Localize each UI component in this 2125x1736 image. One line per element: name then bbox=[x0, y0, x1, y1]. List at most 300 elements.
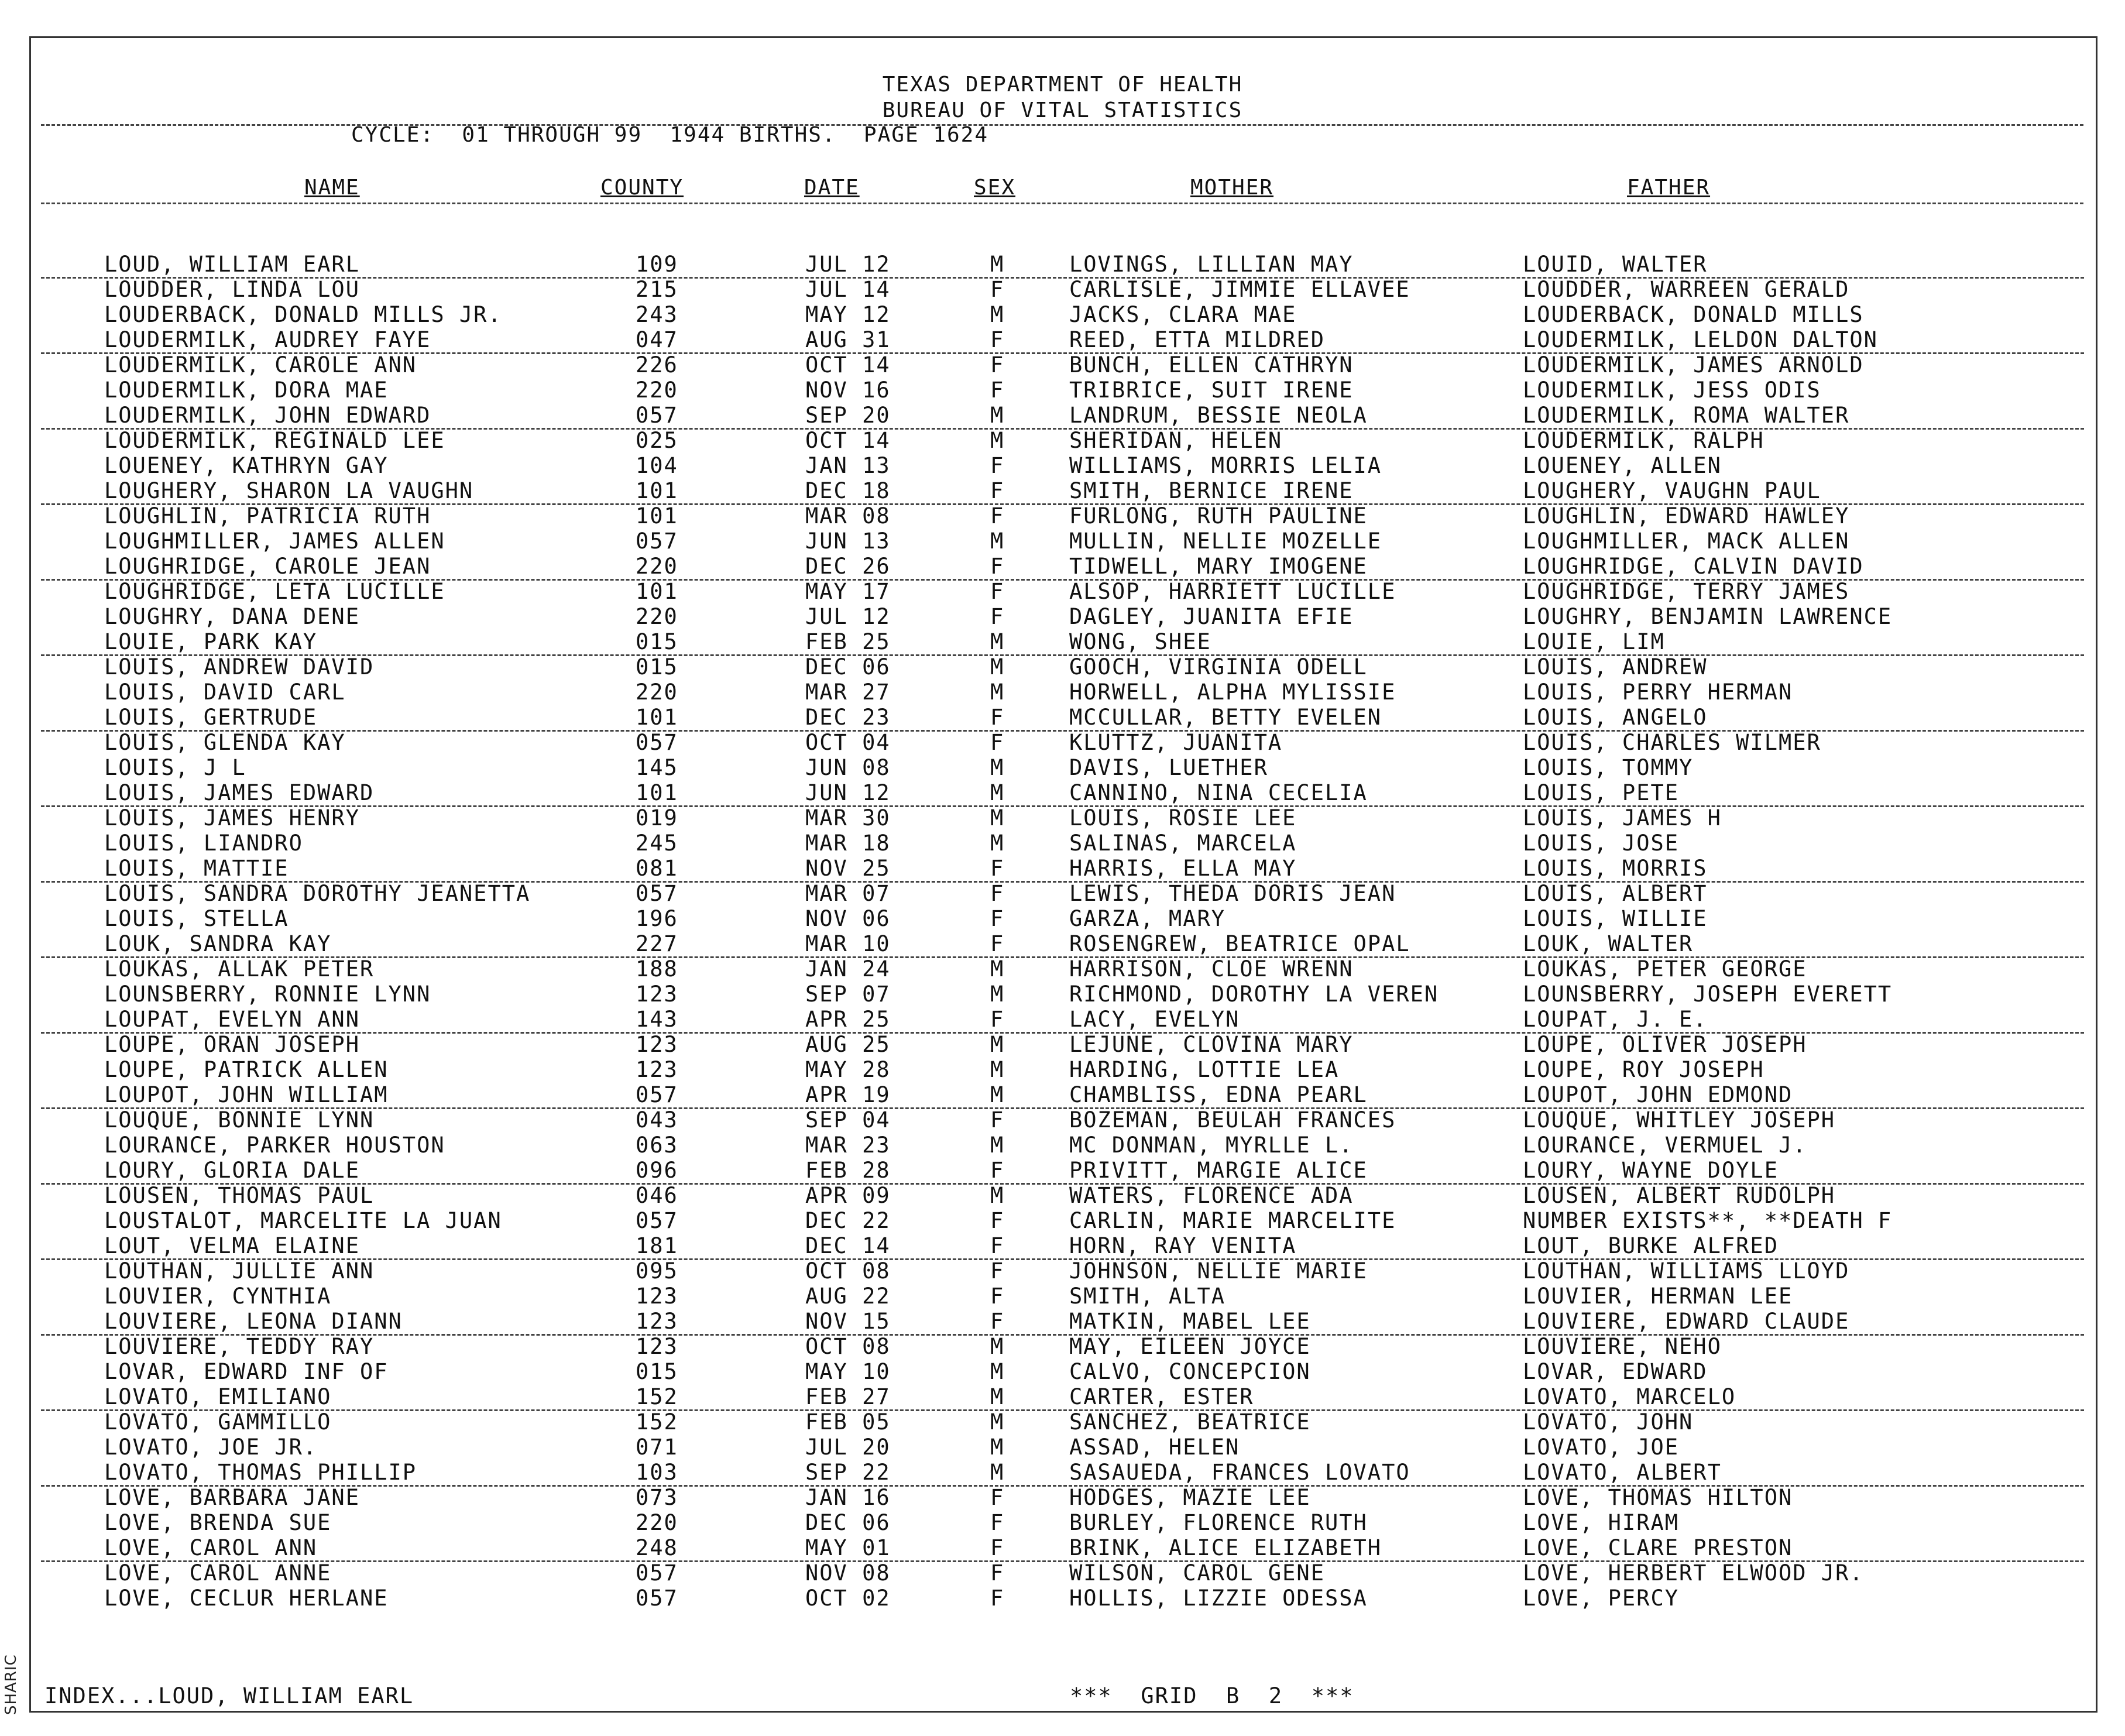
footer-index: INDEX...LOUD, WILLIAM EARL bbox=[44, 1683, 414, 1708]
record-sex: M bbox=[990, 831, 1005, 856]
record-sex: F bbox=[990, 881, 1005, 906]
record-father: LOUID, WALTER bbox=[1523, 252, 1708, 277]
record-county: 196 bbox=[636, 906, 678, 931]
record-row bbox=[0, 352, 2125, 378]
record-sex: M bbox=[990, 302, 1005, 327]
record-sex: M bbox=[990, 805, 1005, 831]
record-date: DEC 26 bbox=[805, 554, 891, 579]
record-name: LOUGHRIDGE, CAROLE JEAN bbox=[104, 554, 431, 579]
record-sex: M bbox=[990, 780, 1005, 805]
record-father: LOUIS, PERRY HERMAN bbox=[1523, 680, 1793, 705]
column-header-county: COUNTY bbox=[600, 176, 684, 200]
record-date: JUL 14 bbox=[805, 277, 891, 302]
record-sex: F bbox=[990, 554, 1005, 579]
record-row bbox=[0, 1359, 2125, 1384]
record-sex: F bbox=[990, 1107, 1005, 1133]
record-father: LOUQUE, WHITLEY JOSEPH bbox=[1523, 1107, 1836, 1133]
record-father: LOUGHLIN, EDWARD HAWLEY bbox=[1523, 503, 1850, 529]
record-name: LOUPE, PATRICK ALLEN bbox=[104, 1057, 389, 1082]
record-county: 015 bbox=[636, 1359, 678, 1384]
record-mother: WILLIAMS, MORRIS LELIA bbox=[1069, 453, 1382, 478]
record-mother: DAVIS, LUETHER bbox=[1069, 755, 1268, 780]
record-county: 081 bbox=[636, 856, 678, 881]
record-father: LOUNSBERRY, JOSEPH EVERETT bbox=[1523, 982, 1893, 1007]
record-sex: F bbox=[990, 503, 1005, 529]
record-county: 103 bbox=[636, 1460, 678, 1485]
record-sex: M bbox=[990, 982, 1005, 1007]
record-name: LOUIS, ANDREW DAVID bbox=[104, 654, 375, 680]
record-county: 227 bbox=[636, 931, 678, 956]
record-name: LOUVIERE, TEDDY RAY bbox=[104, 1334, 375, 1359]
record-date: MAY 01 bbox=[805, 1535, 891, 1560]
record-county: 145 bbox=[636, 755, 678, 780]
column-header-sex: SEX bbox=[974, 176, 1016, 200]
record-mother: HARRISON, CLOE WRENN bbox=[1069, 956, 1354, 982]
record-father: LOUDDER, WARREEN GERALD bbox=[1523, 277, 1850, 302]
record-name: LOVATO, THOMAS PHILLIP bbox=[104, 1460, 417, 1485]
record-father: LOUIS, PETE bbox=[1523, 780, 1680, 805]
record-date: FEB 25 bbox=[805, 629, 891, 654]
record-county: 245 bbox=[636, 831, 678, 856]
record-mother: REED, ETTA MILDRED bbox=[1069, 327, 1325, 352]
record-row bbox=[0, 428, 2125, 453]
record-name: LOUD, WILLIAM EARL bbox=[104, 252, 360, 277]
record-county: 220 bbox=[636, 680, 678, 705]
record-row bbox=[0, 1309, 2125, 1334]
record-date: DEC 18 bbox=[805, 478, 891, 503]
record-sex: M bbox=[990, 252, 1005, 277]
record-row bbox=[0, 755, 2125, 780]
record-mother: HOLLIS, LIZZIE ODESSA bbox=[1069, 1586, 1368, 1611]
record-mother: DAGLEY, JUANITA EFIE bbox=[1069, 604, 1354, 629]
record-father: LOUDERBACK, DONALD MILLS bbox=[1523, 302, 1864, 327]
record-row bbox=[0, 1485, 2125, 1510]
record-mother: CARTER, ESTER bbox=[1069, 1384, 1254, 1409]
record-name: LOUIS, JAMES EDWARD bbox=[104, 780, 375, 805]
record-mother: FURLONG, RUTH PAULINE bbox=[1069, 503, 1368, 529]
record-mother: MAY, EILEEN JOYCE bbox=[1069, 1334, 1311, 1359]
record-county: 057 bbox=[636, 403, 678, 428]
record-date: MAR 30 bbox=[805, 805, 891, 831]
record-mother: GARZA, MARY bbox=[1069, 906, 1226, 931]
record-date: SEP 20 bbox=[805, 403, 891, 428]
record-county: 019 bbox=[636, 805, 678, 831]
record-father: LOUIS, WILLIE bbox=[1523, 906, 1708, 931]
record-sex: M bbox=[990, 629, 1005, 654]
record-name: LOUIS, GLENDA KAY bbox=[104, 730, 346, 755]
record-county: 123 bbox=[636, 1057, 678, 1082]
record-date: NOV 06 bbox=[805, 906, 891, 931]
record-row bbox=[0, 780, 2125, 805]
record-father: LOUDERMILK, JESS ODIS bbox=[1523, 378, 1821, 403]
record-row bbox=[0, 1560, 2125, 1586]
record-father: LOUK, WALTER bbox=[1523, 931, 1694, 956]
agency-title: TEXAS DEPARTMENT OF HEALTH bbox=[882, 73, 1243, 97]
record-name: LOUNSBERRY, RONNIE LYNN bbox=[104, 982, 431, 1007]
record-sex: M bbox=[990, 1133, 1005, 1158]
column-header-father: FATHER bbox=[1627, 176, 1711, 200]
record-row bbox=[0, 680, 2125, 705]
record-name: LOVE, CAROL ANN bbox=[104, 1535, 318, 1560]
record-date: OCT 02 bbox=[805, 1586, 891, 1611]
record-father: LOUIS, ANDREW bbox=[1523, 654, 1708, 680]
record-mother: SMITH, ALTA bbox=[1069, 1284, 1226, 1309]
record-sex: F bbox=[990, 579, 1005, 604]
record-sex: M bbox=[990, 1082, 1005, 1107]
record-mother: MC DONMAN, MYRLLE L. bbox=[1069, 1133, 1354, 1158]
record-father: LOVE, THOMAS HILTON bbox=[1523, 1485, 1793, 1510]
record-mother: CALVO, CONCEPCION bbox=[1069, 1359, 1311, 1384]
record-county: 101 bbox=[636, 705, 678, 730]
record-father: LOUDERMILK, LELDON DALTON bbox=[1523, 327, 1878, 352]
record-name: LOUGHERY, SHARON LA VAUGHN bbox=[104, 478, 474, 503]
record-mother: HORN, RAY VENITA bbox=[1069, 1233, 1297, 1258]
record-mother: LEJUNE, CLOVINA MARY bbox=[1069, 1032, 1354, 1057]
record-name: LOUPE, ORAN JOSEPH bbox=[104, 1032, 360, 1057]
record-father: LOUDERMILK, JAMES ARNOLD bbox=[1523, 352, 1864, 378]
record-mother: HORWELL, ALPHA MYLISSIE bbox=[1069, 680, 1396, 705]
record-mother: JOHNSON, NELLIE MARIE bbox=[1069, 1258, 1368, 1284]
record-county: 123 bbox=[636, 1334, 678, 1359]
record-county: 109 bbox=[636, 252, 678, 277]
record-name: LOURANCE, PARKER HOUSTON bbox=[104, 1133, 445, 1158]
column-header-name: NAME bbox=[304, 176, 360, 200]
record-county: 226 bbox=[636, 352, 678, 378]
record-date: DEC 23 bbox=[805, 705, 891, 730]
record-father: LOURANCE, VERMUEL J. bbox=[1523, 1133, 1807, 1158]
record-mother: KLUTTZ, JUANITA bbox=[1069, 730, 1283, 755]
record-mother: CANNINO, NINA CECELIA bbox=[1069, 780, 1368, 805]
record-county: 046 bbox=[636, 1183, 678, 1208]
record-row bbox=[0, 1535, 2125, 1560]
record-sex: M bbox=[990, 428, 1005, 453]
record-mother: CARLIN, MARIE MARCELITE bbox=[1069, 1208, 1396, 1233]
record-sex: F bbox=[990, 352, 1005, 378]
record-name: LOVATO, EMILIANO bbox=[104, 1384, 332, 1409]
record-row bbox=[0, 503, 2125, 529]
record-county: 015 bbox=[636, 654, 678, 680]
record-date: SEP 22 bbox=[805, 1460, 891, 1485]
record-row bbox=[0, 1233, 2125, 1258]
record-name: LOUVIER, CYNTHIA bbox=[104, 1284, 332, 1309]
record-county: 057 bbox=[636, 529, 678, 554]
record-father: LOUPOT, JOHN EDMOND bbox=[1523, 1082, 1793, 1107]
record-county: 015 bbox=[636, 629, 678, 654]
record-date: DEC 14 bbox=[805, 1233, 891, 1258]
footer-grid: *** GRID B 2 *** bbox=[1070, 1683, 1354, 1708]
record-date: JUL 12 bbox=[805, 604, 891, 629]
record-sex: F bbox=[990, 1586, 1005, 1611]
record-name: LOUTHAN, JULLIE ANN bbox=[104, 1258, 375, 1284]
record-sex: F bbox=[990, 1535, 1005, 1560]
record-row bbox=[0, 1208, 2125, 1233]
record-father: LOVE, HIRAM bbox=[1523, 1510, 1680, 1535]
record-county: 248 bbox=[636, 1535, 678, 1560]
record-name: LOUIS, STELLA bbox=[104, 906, 289, 931]
record-county: 071 bbox=[636, 1435, 678, 1460]
record-county: 101 bbox=[636, 503, 678, 529]
record-name: LOUQUE, BONNIE LYNN bbox=[104, 1107, 375, 1133]
record-date: OCT 14 bbox=[805, 352, 891, 378]
record-name: LOVE, CECLUR HERLANE bbox=[104, 1586, 389, 1611]
record-name: LOUPOT, JOHN WILLIAM bbox=[104, 1082, 389, 1107]
record-mother: SALINAS, MARCELA bbox=[1069, 831, 1297, 856]
record-name: LOVAR, EDWARD INF OF bbox=[104, 1359, 389, 1384]
record-father: LOUIS, MORRIS bbox=[1523, 856, 1708, 881]
record-name: LOURY, GLORIA DALE bbox=[104, 1158, 360, 1183]
side-label: SHARIC bbox=[2, 1654, 20, 1715]
record-county: 057 bbox=[636, 881, 678, 906]
record-county: 043 bbox=[636, 1107, 678, 1133]
record-row bbox=[0, 403, 2125, 428]
record-row bbox=[0, 1384, 2125, 1409]
record-county: 063 bbox=[636, 1133, 678, 1158]
record-row bbox=[0, 1032, 2125, 1057]
record-date: DEC 06 bbox=[805, 654, 891, 680]
record-row bbox=[0, 1284, 2125, 1309]
record-sex: F bbox=[990, 1560, 1005, 1586]
record-mother: MATKIN, MABEL LEE bbox=[1069, 1309, 1311, 1334]
record-mother: MCCULLAR, BETTY EVELEN bbox=[1069, 705, 1382, 730]
record-sex: F bbox=[990, 1158, 1005, 1183]
record-father: LOUIE, LIM bbox=[1523, 629, 1665, 654]
record-name: LOUDERMILK, DORA MAE bbox=[104, 378, 389, 403]
record-row bbox=[0, 604, 2125, 629]
record-date: NOV 08 bbox=[805, 1560, 891, 1586]
record-date: SEP 07 bbox=[805, 982, 891, 1007]
record-name: LOUVIERE, LEONA DIANN bbox=[104, 1309, 403, 1334]
record-date: FEB 27 bbox=[805, 1384, 891, 1409]
record-row bbox=[0, 1460, 2125, 1485]
record-mother: HODGES, MAZIE LEE bbox=[1069, 1485, 1311, 1510]
record-row bbox=[0, 1158, 2125, 1183]
record-row bbox=[0, 881, 2125, 906]
record-date: MAY 10 bbox=[805, 1359, 891, 1384]
record-father: LOUGHERY, VAUGHN PAUL bbox=[1523, 478, 1821, 503]
record-mother: BURLEY, FLORENCE RUTH bbox=[1069, 1510, 1368, 1535]
record-name: LOVE, BARBARA JANE bbox=[104, 1485, 360, 1510]
record-sex: M bbox=[990, 1460, 1005, 1485]
record-mother: TIDWELL, MARY IMOGENE bbox=[1069, 554, 1368, 579]
record-father: LOUIS, TOMMY bbox=[1523, 755, 1694, 780]
record-county: 101 bbox=[636, 579, 678, 604]
record-sex: M bbox=[990, 755, 1005, 780]
record-date: DEC 22 bbox=[805, 1208, 891, 1233]
record-sex: F bbox=[990, 1485, 1005, 1510]
record-father: LOUIS, ALBERT bbox=[1523, 881, 1708, 906]
record-date: AUG 31 bbox=[805, 327, 891, 352]
record-name: LOUDERBACK, DONALD MILLS JR. bbox=[104, 302, 502, 327]
record-date: MAR 07 bbox=[805, 881, 891, 906]
record-sex: F bbox=[990, 327, 1005, 352]
record-mother: WATERS, FLORENCE ADA bbox=[1069, 1183, 1354, 1208]
record-row bbox=[0, 453, 2125, 478]
record-father: LOVATO, JOE bbox=[1523, 1435, 1680, 1460]
record-date: OCT 14 bbox=[805, 428, 891, 453]
record-father: LOUVIERE, EDWARD CLAUDE bbox=[1523, 1309, 1850, 1334]
record-father: LOUT, BURKE ALFRED bbox=[1523, 1233, 1779, 1258]
record-father: LOUPE, ROY JOSEPH bbox=[1523, 1057, 1764, 1082]
record-mother: SMITH, BERNICE IRENE bbox=[1069, 478, 1354, 503]
record-father: LOUIS, JAMES H bbox=[1523, 805, 1722, 831]
record-sex: M bbox=[990, 956, 1005, 982]
record-name: LOUGHMILLER, JAMES ALLEN bbox=[104, 529, 445, 554]
record-row bbox=[0, 654, 2125, 680]
record-mother: SASAUEDA, FRANCES LOVATO bbox=[1069, 1460, 1410, 1485]
record-sex: F bbox=[990, 1258, 1005, 1284]
record-sex: M bbox=[990, 1359, 1005, 1384]
record-date: MAY 17 bbox=[805, 579, 891, 604]
record-date: JUN 12 bbox=[805, 780, 891, 805]
record-name: LOUIS, J L bbox=[104, 755, 246, 780]
record-sex: M bbox=[990, 1384, 1005, 1409]
record-date: JUN 13 bbox=[805, 529, 891, 554]
record-row bbox=[0, 906, 2125, 931]
record-county: 220 bbox=[636, 1510, 678, 1535]
record-county: 243 bbox=[636, 302, 678, 327]
record-name: LOUDERMILK, CAROLE ANN bbox=[104, 352, 417, 378]
record-row bbox=[0, 1409, 2125, 1435]
record-name: LOVE, BRENDA SUE bbox=[104, 1510, 332, 1535]
record-row bbox=[0, 705, 2125, 730]
record-date: JUL 12 bbox=[805, 252, 891, 277]
record-sex: M bbox=[990, 529, 1005, 554]
record-father: LOUIS, ANGELO bbox=[1523, 705, 1708, 730]
record-row bbox=[0, 277, 2125, 302]
header-rule-bottom bbox=[41, 203, 2083, 204]
record-row bbox=[0, 931, 2125, 956]
record-father: LOUIS, CHARLES WILMER bbox=[1523, 730, 1821, 755]
record-name: LOUDERMILK, JOHN EDWARD bbox=[104, 403, 431, 428]
record-father: LOUPAT, J. E. bbox=[1523, 1007, 1708, 1032]
record-sex: M bbox=[990, 403, 1005, 428]
record-county: 096 bbox=[636, 1158, 678, 1183]
record-row bbox=[0, 1258, 2125, 1284]
record-sex: M bbox=[990, 1032, 1005, 1057]
record-row bbox=[0, 478, 2125, 503]
record-row bbox=[0, 730, 2125, 755]
record-county: 101 bbox=[636, 478, 678, 503]
record-name: LOUSTALOT, MARCELITE LA JUAN bbox=[104, 1208, 502, 1233]
record-date: MAY 28 bbox=[805, 1057, 891, 1082]
record-father: LOUVIERE, NEHO bbox=[1523, 1334, 1722, 1359]
record-date: MAR 23 bbox=[805, 1133, 891, 1158]
record-date: MAR 08 bbox=[805, 503, 891, 529]
record-father: LOUPE, OLIVER JOSEPH bbox=[1523, 1032, 1807, 1057]
record-name: LOVATO, GAMMILLO bbox=[104, 1409, 332, 1435]
record-county: 220 bbox=[636, 554, 678, 579]
record-county: 101 bbox=[636, 780, 678, 805]
record-sex: F bbox=[990, 604, 1005, 629]
record-row bbox=[0, 956, 2125, 982]
record-county: 025 bbox=[636, 428, 678, 453]
record-county: 057 bbox=[636, 1560, 678, 1586]
record-mother: TRIBRICE, SUIT IRENE bbox=[1069, 378, 1354, 403]
record-father: LOUENEY, ALLEN bbox=[1523, 453, 1722, 478]
record-date: MAR 18 bbox=[805, 831, 891, 856]
record-sex: M bbox=[990, 1057, 1005, 1082]
record-county: 073 bbox=[636, 1485, 678, 1510]
record-row bbox=[0, 1133, 2125, 1158]
record-father: LOUDERMILK, RALPH bbox=[1523, 428, 1764, 453]
bureau-title: BUREAU OF VITAL STATISTICS bbox=[882, 98, 1243, 122]
record-mother: PRIVITT, MARGIE ALICE bbox=[1069, 1158, 1368, 1183]
cycle-line: CYCLE: 01 THROUGH 99 1944 BIRTHS. PAGE 1624 bbox=[351, 123, 988, 147]
record-mother: BRINK, ALICE ELIZABETH bbox=[1069, 1535, 1382, 1560]
record-mother: GOOCH, VIRGINIA ODELL bbox=[1069, 654, 1368, 680]
record-row bbox=[0, 529, 2125, 554]
record-father: LOVATO, MARCELO bbox=[1523, 1384, 1736, 1409]
record-date: APR 25 bbox=[805, 1007, 891, 1032]
record-name: LOVE, CAROL ANNE bbox=[104, 1560, 332, 1586]
record-row bbox=[0, 805, 2125, 831]
record-county: 181 bbox=[636, 1233, 678, 1258]
record-father: LOUVIER, HERMAN LEE bbox=[1523, 1284, 1793, 1309]
record-sex: F bbox=[990, 1284, 1005, 1309]
record-name: LOUT, VELMA ELAINE bbox=[104, 1233, 360, 1258]
record-father: LOUSEN, ALBERT RUDOLPH bbox=[1523, 1183, 1836, 1208]
record-mother: HARDING, LOTTIE LEA bbox=[1069, 1057, 1340, 1082]
record-county: 123 bbox=[636, 1284, 678, 1309]
record-mother: WILSON, CAROL GENE bbox=[1069, 1560, 1325, 1586]
record-mother: MULLIN, NELLIE MOZELLE bbox=[1069, 529, 1382, 554]
record-name: LOUDERMILK, REGINALD LEE bbox=[104, 428, 445, 453]
record-sex: F bbox=[990, 1208, 1005, 1233]
record-sex: M bbox=[990, 1183, 1005, 1208]
record-row bbox=[0, 831, 2125, 856]
record-date: OCT 08 bbox=[805, 1258, 891, 1284]
record-sex: F bbox=[990, 1309, 1005, 1334]
record-row bbox=[0, 1510, 2125, 1535]
record-name: LOUGHLIN, PATRICIA RUTH bbox=[104, 503, 431, 529]
record-county: 095 bbox=[636, 1258, 678, 1284]
record-sex: F bbox=[990, 931, 1005, 956]
record-row bbox=[0, 856, 2125, 881]
record-father: LOUGHRY, BENJAMIN LAWRENCE bbox=[1523, 604, 1893, 629]
record-mother: BUNCH, ELLEN CATHRYN bbox=[1069, 352, 1354, 378]
record-date: AUG 22 bbox=[805, 1284, 891, 1309]
record-name: LOUIS, LIANDRO bbox=[104, 831, 303, 856]
record-mother: CARLISLE, JIMMIE ELLAVEE bbox=[1069, 277, 1410, 302]
record-sex: F bbox=[990, 1007, 1005, 1032]
record-county: 047 bbox=[636, 327, 678, 352]
column-header-date: DATE bbox=[804, 176, 860, 200]
record-row bbox=[0, 302, 2125, 327]
record-row bbox=[0, 1334, 2125, 1359]
record-name: LOUKAS, ALLAK PETER bbox=[104, 956, 375, 982]
record-county: 123 bbox=[636, 982, 678, 1007]
record-mother: WONG, SHEE bbox=[1069, 629, 1211, 654]
record-county: 152 bbox=[636, 1409, 678, 1435]
record-row bbox=[0, 982, 2125, 1007]
record-date: NOV 25 bbox=[805, 856, 891, 881]
record-row bbox=[0, 629, 2125, 654]
record-county: 057 bbox=[636, 1082, 678, 1107]
record-father: LOUGHRIDGE, TERRY JAMES bbox=[1523, 579, 1850, 604]
record-row bbox=[0, 1082, 2125, 1107]
record-name: LOUSEN, THOMAS PAUL bbox=[104, 1183, 375, 1208]
record-date: NOV 16 bbox=[805, 378, 891, 403]
record-date: JAN 24 bbox=[805, 956, 891, 982]
record-mother: LOUIS, ROSIE LEE bbox=[1069, 805, 1297, 831]
record-sex: F bbox=[990, 378, 1005, 403]
record-name: LOUENEY, KATHRYN GAY bbox=[104, 453, 389, 478]
record-county: 123 bbox=[636, 1032, 678, 1057]
record-sex: F bbox=[990, 705, 1005, 730]
record-name: LOUDDER, LINDA LOU bbox=[104, 277, 360, 302]
header-rule-top bbox=[41, 124, 2083, 126]
record-mother: CHAMBLISS, EDNA PEARL bbox=[1069, 1082, 1368, 1107]
